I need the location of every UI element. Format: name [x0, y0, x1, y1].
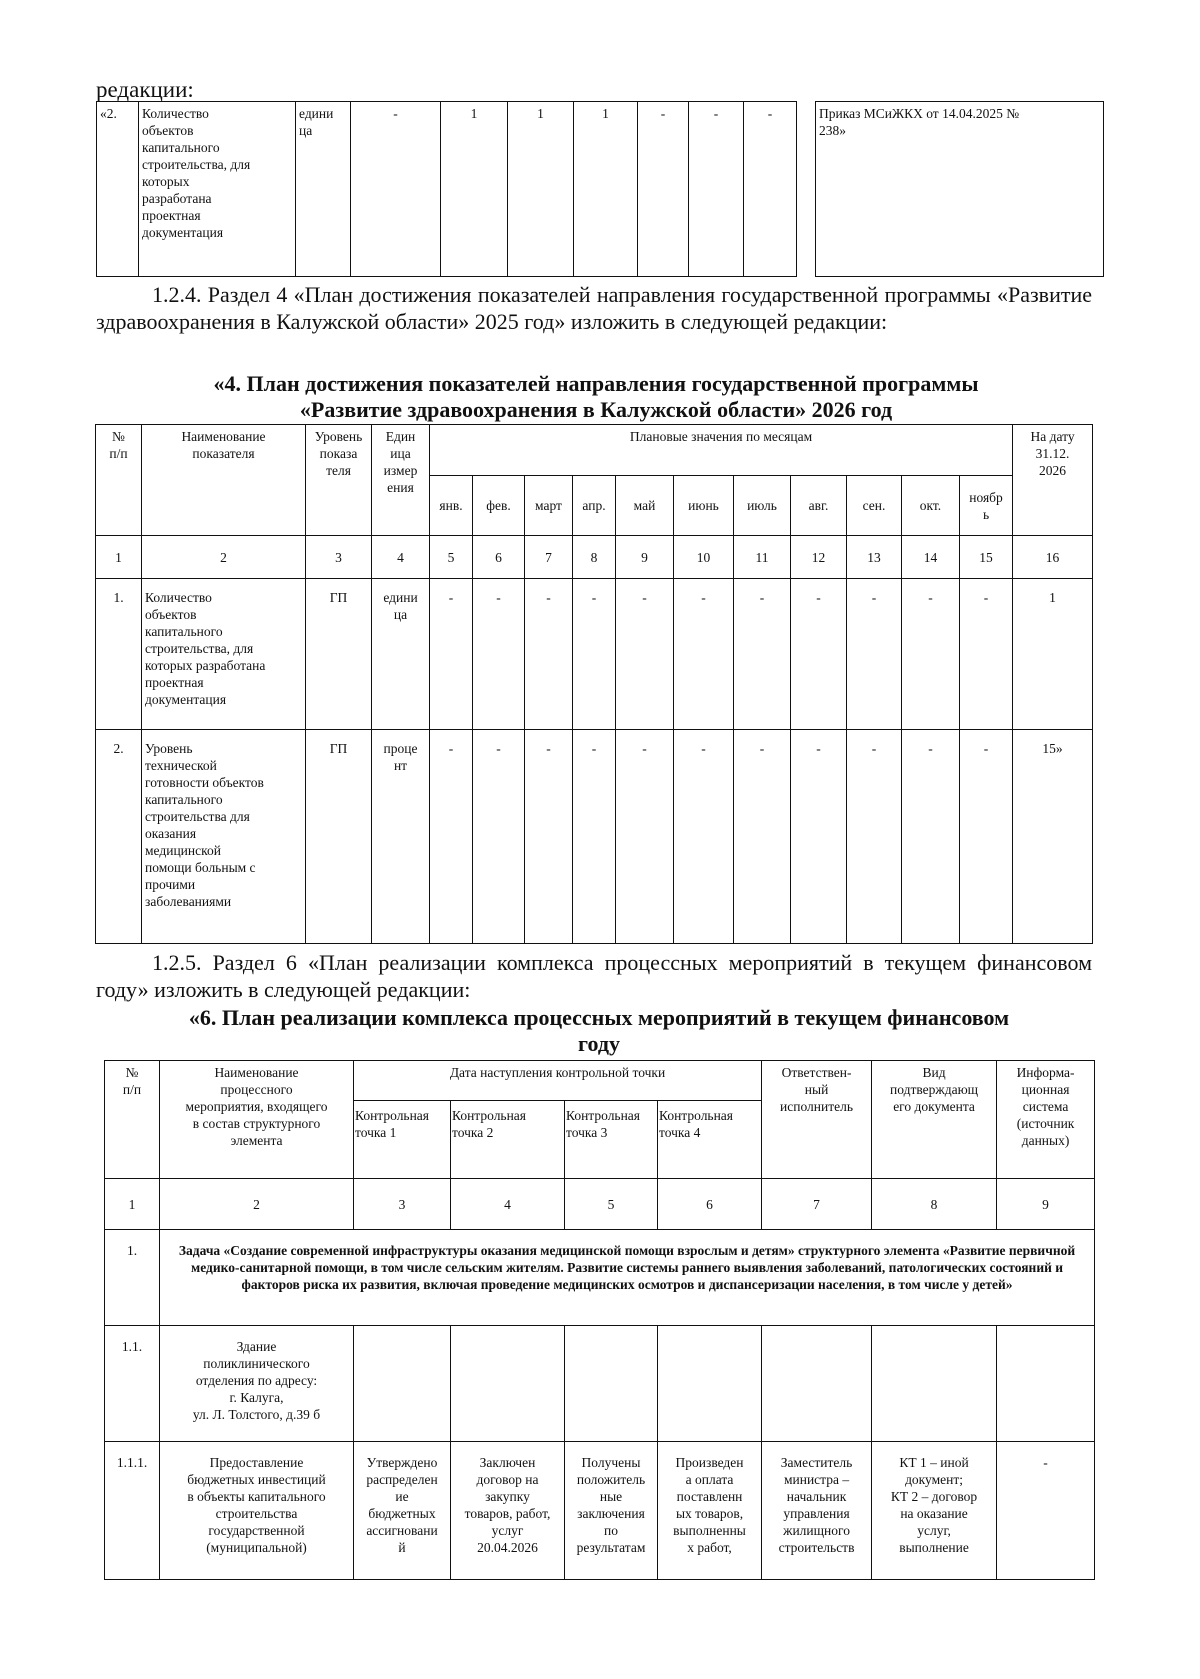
month-header: сен. [847, 476, 902, 536]
column-number: 9 [997, 1179, 1095, 1230]
header-name: Наименование показателя [142, 425, 306, 536]
header-plan: Плановые значения по месяцам [430, 425, 1013, 476]
object-row [105, 1326, 1095, 1442]
activity-responsible: Заместитель министра – начальник управления жилищного строительств [762, 1442, 872, 1580]
month-value: - [902, 730, 960, 944]
value: 1 [508, 102, 574, 277]
activities-table [104, 1060, 1095, 1580]
task-text: Задача «Создание современной инфраструктуры оказания медицинской помощи взрослым и детям» структурного элемента «Развитие первичной медико-санитарной помощи, в том числе сельским жителям. Развитие системы раннего выявления заболеваний, патологических состояний и факторов риска их развития, включая проведение медицинских осмотров и диспансеризации населения, в том числе у детей» [160, 1230, 1095, 1326]
header-info: Информа- ционная система (источник данных) [997, 1061, 1095, 1179]
header-kt-3: Контрольная точка 3 [565, 1101, 658, 1179]
paragraph-1-2-4: 1.2.4. Раздел 4 «План достижения показателей направления государственной программы «Развитие здравоохранения в Калужской области» 2025 год» изложить в следующей редакции: [96, 282, 1092, 334]
header-level: Уровень показа теля [306, 425, 372, 536]
month-value: - [847, 579, 902, 730]
value: - [689, 102, 744, 277]
indicator-level: ГП [306, 579, 372, 730]
month-value: - [674, 730, 734, 944]
activity-kt-2: Заключен договор на закупку товаров, работ, услуг 20.04.2026 [451, 1442, 565, 1580]
unit: едини ца [296, 102, 351, 277]
activity-name: Предоставление бюджетных инвестиций в объекты капитального строительства государственной (муниципальной) [160, 1442, 354, 1580]
value: - [744, 102, 797, 277]
indicator-level: ГП [306, 730, 372, 944]
column-number: 16 [1013, 536, 1093, 579]
row-num: 2. [96, 730, 142, 944]
column-number: 7 [762, 1179, 872, 1230]
header-name: Наименование процессного мероприятия, входящего в состав структурного элемента [160, 1061, 354, 1179]
month-header: март [525, 476, 573, 536]
table-row [96, 579, 1093, 730]
column-number: 6 [473, 536, 525, 579]
activity-kt-1: Утверждено распределен ие бюджетных ассигновани й [354, 1442, 451, 1580]
header-kt-2: Контрольная точка 2 [451, 1101, 565, 1179]
task-num: 1. [105, 1230, 160, 1326]
month-value: - [430, 579, 473, 730]
object-name: Здание поликлинического отделения по адресу: г. Калуга, ул. Л. Толстого, д.39 б [160, 1326, 354, 1442]
activity-kt-4: Произведен а оплата поставленн ых товаров, выполненны х работ, [658, 1442, 762, 1580]
heading-section-6: «6. План реализации комплекса процессных мероприятий в текущем финансовом году [188, 1005, 1010, 1056]
month-header: янв. [430, 476, 473, 536]
gap [797, 102, 816, 277]
month-header: фев. [473, 476, 525, 536]
indicator-name: Уровень технической готовности объектов капитального строительства для оказания медицинской помощи больным с прочими заболеваниями [142, 730, 306, 944]
column-number: 2 [142, 536, 306, 579]
month-value: - [616, 730, 674, 944]
month-value: - [791, 579, 847, 730]
row-num: «2. [97, 102, 139, 277]
target-value: 15» [1013, 730, 1093, 944]
month-value: - [902, 579, 960, 730]
column-number: 4 [372, 536, 430, 579]
month-header: окт. [902, 476, 960, 536]
indicator-name: Количество объектов капитального строительства, для которых разработана проектная документация [142, 579, 306, 730]
header-num: № п/п [105, 1061, 160, 1179]
task-row [105, 1230, 1095, 1326]
column-number: 3 [306, 536, 372, 579]
row-num: 1. [96, 579, 142, 730]
heading-section-4: «4. План достижения показателей направления государственной программы «Развитие здравоохранения в Калужской области» 2026 год [213, 371, 979, 422]
month-value: - [734, 730, 791, 944]
column-number: 3 [354, 1179, 451, 1230]
header-num: № п/п [96, 425, 142, 536]
column-number: 9 [616, 536, 674, 579]
month-header: апр. [573, 476, 616, 536]
month-value: - [616, 579, 674, 730]
value: 1 [574, 102, 638, 277]
header-unit: Един ица измер ения [372, 425, 430, 536]
column-number: 13 [847, 536, 902, 579]
month-value: - [734, 579, 791, 730]
month-value: - [473, 579, 525, 730]
month-value: - [791, 730, 847, 944]
object-num: 1.1. [105, 1326, 160, 1442]
month-value: - [573, 579, 616, 730]
month-value: - [525, 579, 573, 730]
column-number: 1 [105, 1179, 160, 1230]
column-number: 8 [872, 1179, 997, 1230]
target-value: 1 [1013, 579, 1093, 730]
month-value: - [430, 730, 473, 944]
column-number: 10 [674, 536, 734, 579]
activity-row [105, 1442, 1095, 1580]
column-number: 1 [96, 536, 142, 579]
column-number: 2 [160, 1179, 354, 1230]
month-header: ноябр ь [960, 476, 1013, 536]
month-value: - [525, 730, 573, 944]
column-number: 6 [658, 1179, 762, 1230]
month-header: авг. [791, 476, 847, 536]
column-number: 5 [565, 1179, 658, 1230]
value: - [638, 102, 689, 277]
unit: проце нт [372, 730, 430, 944]
indicators-table [95, 424, 1093, 944]
month-value: - [573, 730, 616, 944]
column-number: 8 [573, 536, 616, 579]
paragraph-1-2-5: 1.2.5. Раздел 6 «План реализации комплекса процессных мероприятий в текущем финансовом году» изложить в следующей редакции: [96, 950, 1092, 1002]
source-doc: Приказ МСиЖКХ от 14.04.2025 № 238» [816, 102, 1104, 277]
header-kt-1: Контрольная точка 1 [354, 1101, 451, 1179]
activity-kt-3: Получены положитель ные заключения по результатам [565, 1442, 658, 1580]
header-date: На дату 31.12. 2026 [1013, 425, 1093, 536]
column-number: 12 [791, 536, 847, 579]
column-number: 15 [960, 536, 1013, 579]
column-number: 14 [902, 536, 960, 579]
value: - [351, 102, 441, 277]
month-value: - [674, 579, 734, 730]
activity-doc: КТ 1 – иной документ; КТ 2 – договор на оказание услуг, выполнение [872, 1442, 997, 1580]
header-doc: Вид подтверждающ его документа [872, 1061, 997, 1179]
fragment-table [96, 101, 1104, 277]
activity-info: - [997, 1442, 1095, 1580]
column-number: 4 [451, 1179, 565, 1230]
month-value: - [960, 730, 1013, 944]
month-value: - [960, 579, 1013, 730]
value: 1 [441, 102, 508, 277]
activity-num: 1.1.1. [105, 1442, 160, 1580]
header-responsible: Ответствен- ный исполнитель [762, 1061, 872, 1179]
unit: едини ца [372, 579, 430, 730]
header-date: Дата наступления контрольной точки [354, 1061, 762, 1101]
column-number: 5 [430, 536, 473, 579]
column-number: 7 [525, 536, 573, 579]
month-value: - [473, 730, 525, 944]
month-header: июль [734, 476, 791, 536]
column-number: 11 [734, 536, 791, 579]
header-kt-4: Контрольная точка 4 [658, 1101, 762, 1179]
table-row [96, 730, 1093, 944]
table-row [97, 102, 1104, 277]
month-header: июнь [674, 476, 734, 536]
indicator-name: Количество объектов капитального строительства, для которых разработана проектная документация [139, 102, 296, 277]
lead-word: редакции: [96, 77, 194, 102]
month-header: май [616, 476, 674, 536]
month-value: - [847, 730, 902, 944]
